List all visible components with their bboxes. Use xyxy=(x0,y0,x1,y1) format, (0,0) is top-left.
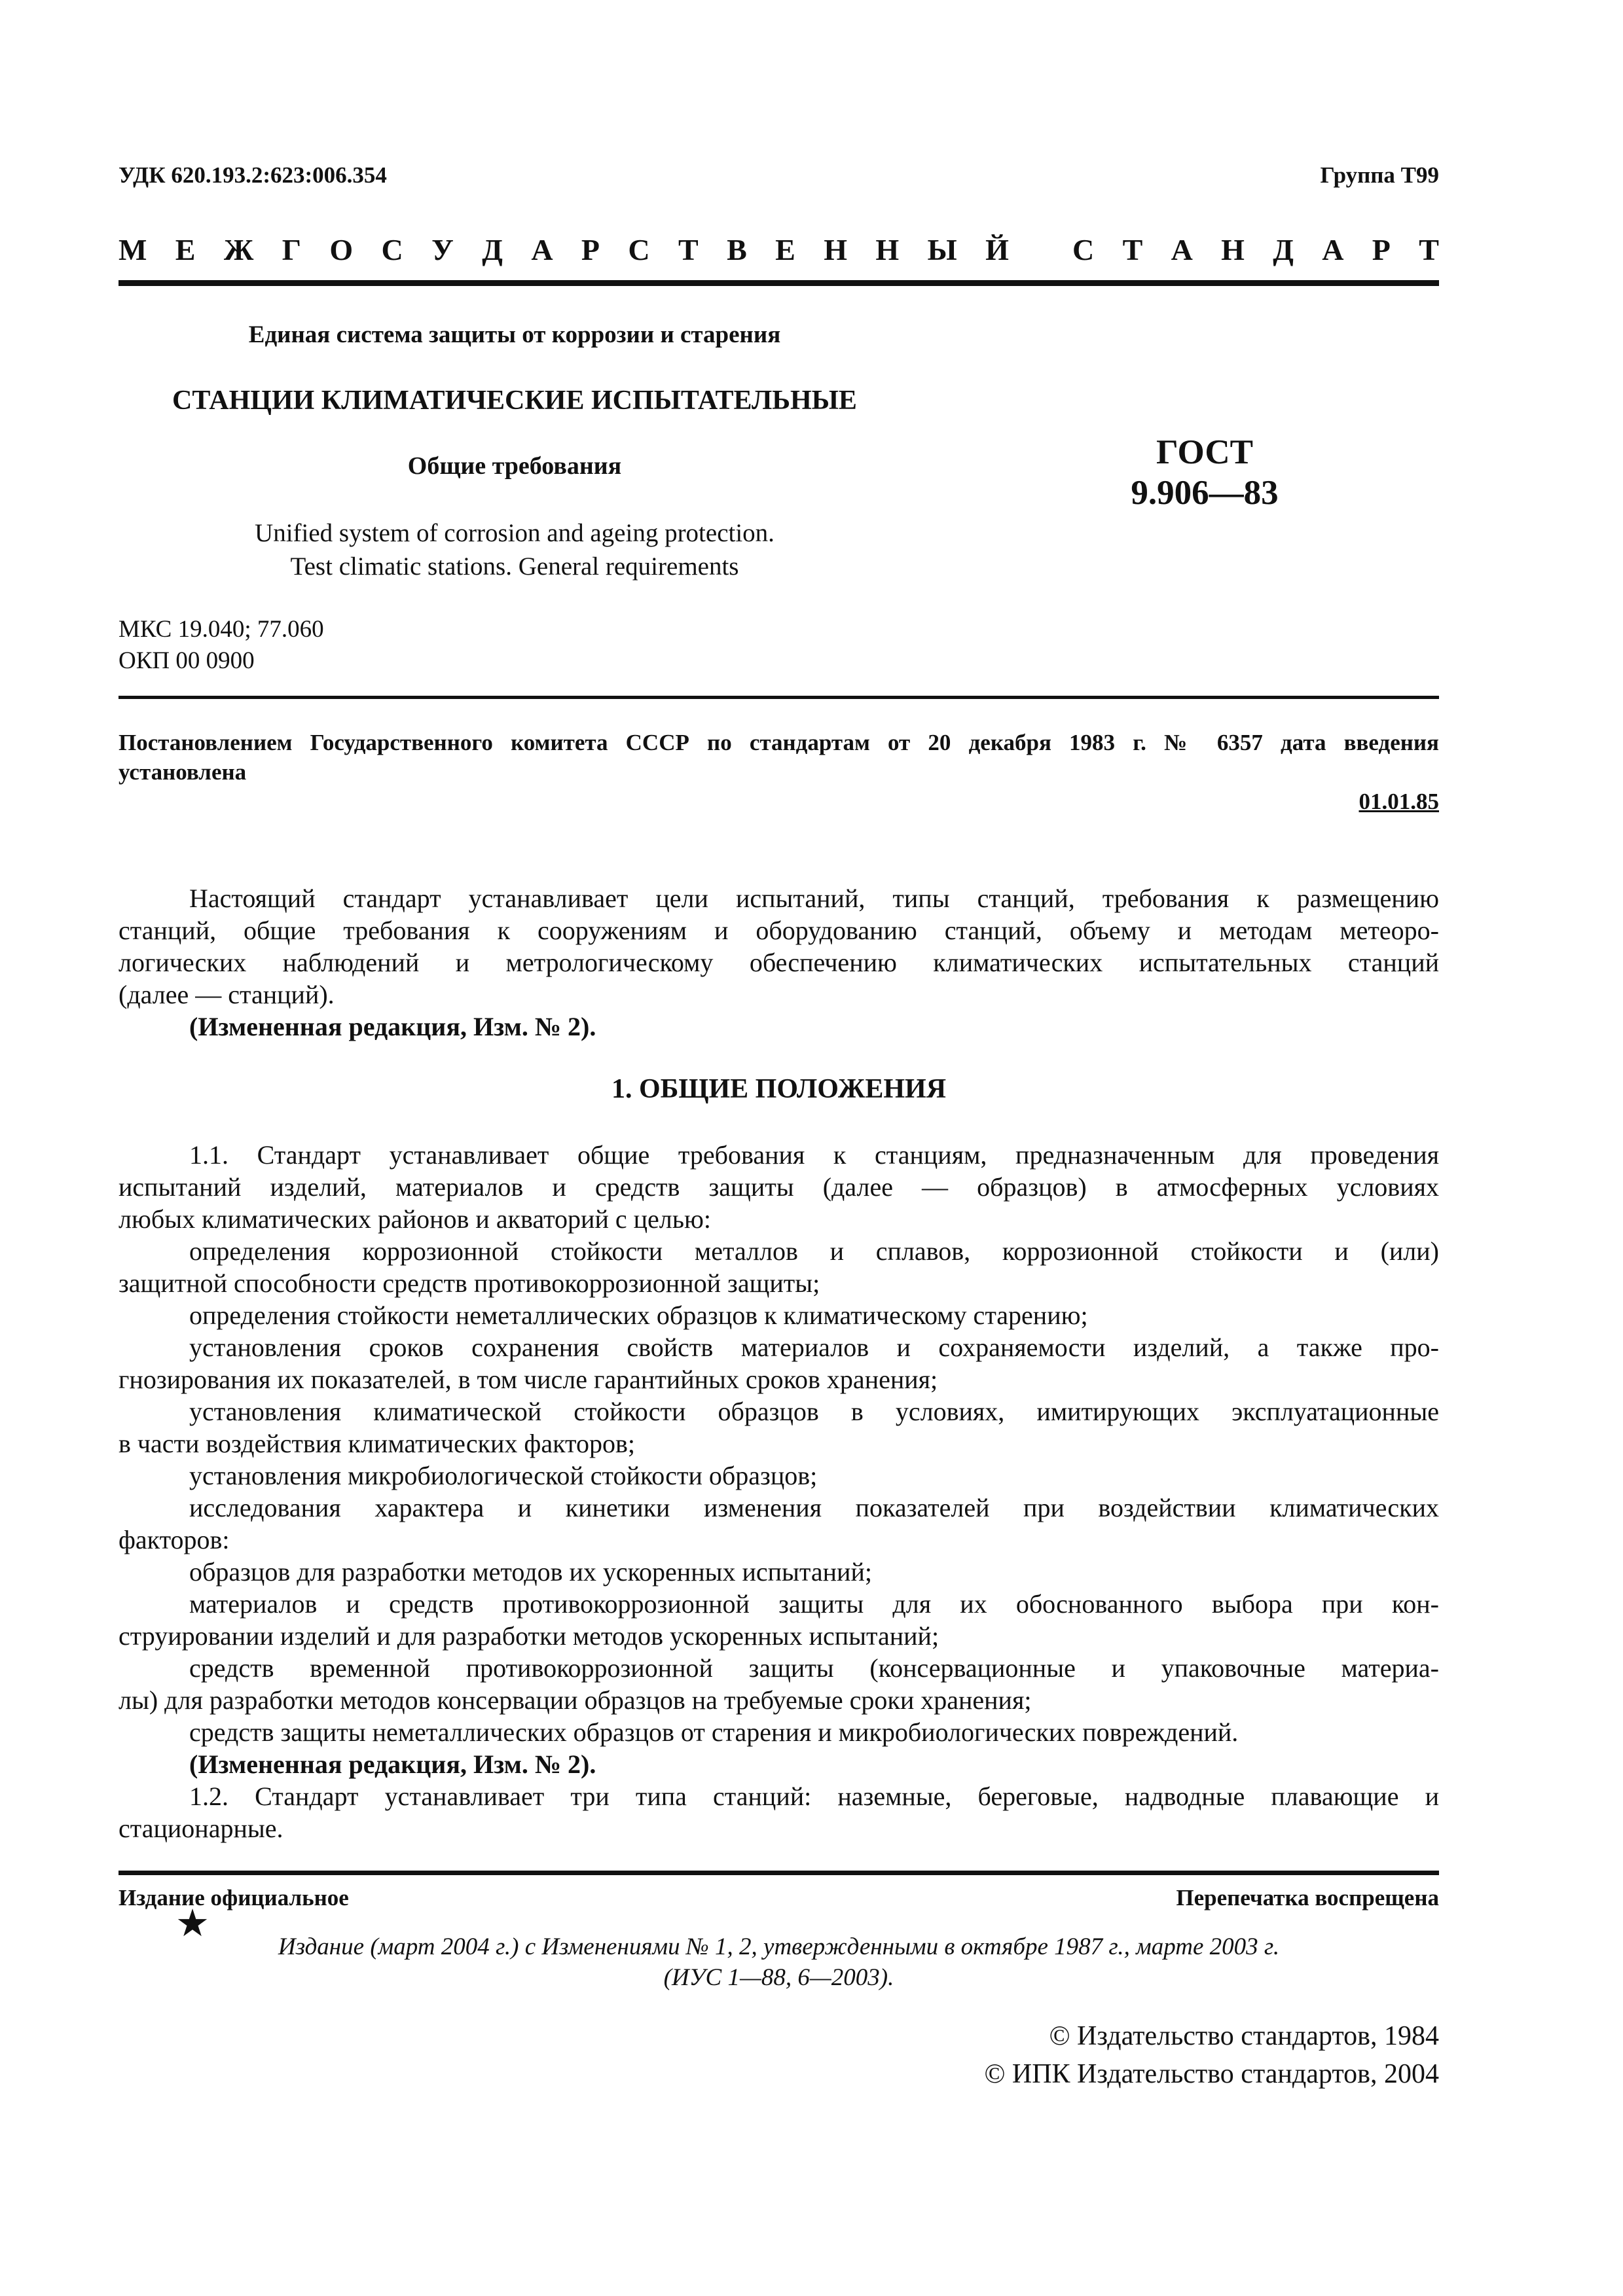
banner-letter: У xyxy=(431,233,454,266)
mks-code: МКС 19.040; 77.060 xyxy=(119,616,324,643)
intro-line: логических наблюдений и метрологическому обеспечению климатических испытательных станций xyxy=(119,948,1439,977)
banner-word-standard xyxy=(1072,232,1439,267)
section-line: струировании изделий и для разработки методов ускоренных испытаний; xyxy=(119,1621,939,1651)
section-line: 1.2. Стандарт устанавливает три типа станций: наземные, береговые, надводные плавающие и xyxy=(189,1782,1439,1811)
section-line: установления микробиологической стойкости образцов; xyxy=(189,1461,818,1490)
section-line: исследования характера и кинетики изменения показателей при воздействии климатических xyxy=(189,1493,1439,1522)
section-line: защитной способности средств противокоррозионной защиты; xyxy=(119,1268,820,1298)
banner-letter: А xyxy=(1322,233,1344,266)
intro-line: (далее — станций). xyxy=(119,980,335,1009)
copyright-1984: © Издательство стандартов, 1984 xyxy=(1049,2021,1439,2051)
banner-letter: Ы xyxy=(927,233,957,266)
section-line: определения стойкости неметаллических образцов к климатическому старению; xyxy=(189,1300,1088,1330)
banner-letter: Н xyxy=(875,233,900,266)
group-code: Группа Т99 xyxy=(1320,162,1439,188)
document-title: СТАНЦИИ КЛИМАТИЧЕСКИЕ ИСПЫТАТЕЛЬНЫЕ xyxy=(172,386,857,416)
section-heading: 1. ОБЩИЕ ПОЛОЖЕНИЯ xyxy=(611,1074,947,1104)
section-line: установления климатической стойкости образцов в условиях, имитирующих эксплуатационные xyxy=(189,1397,1439,1426)
banner-letter: Н xyxy=(1221,233,1245,266)
intro-line: Настоящий стандарт устанавливает цели испытаний, типы станций, требования к размещению xyxy=(189,884,1439,913)
section-line: испытаний изделий, материалов и средств защиты (далее — образцов) в атмосферных условиях xyxy=(119,1172,1439,1202)
banner-letter: Т xyxy=(1122,233,1143,266)
banner-letter: Ж xyxy=(223,233,254,266)
banner-letter: Е xyxy=(175,233,196,266)
banner-letter: Р xyxy=(581,233,600,266)
header-rule xyxy=(119,280,1439,286)
section-line: в части воздействия климатических факторов; xyxy=(119,1429,635,1458)
banner-letter: С xyxy=(381,233,403,266)
section-line: средств защиты неметаллических образцов от старения и микробиологических повреждений. xyxy=(189,1717,1239,1747)
banner-letter: Д xyxy=(482,233,503,266)
section-line: 1.1. Стандарт устанавливает общие требования к станциям, предназначенным для проведения xyxy=(189,1140,1439,1170)
intro-line: станций, общие требования к сооружениям и оборудованию станций, объему и методам метеоро- xyxy=(119,916,1439,945)
banner-letter: Г xyxy=(282,233,301,266)
gost-number: 9.906—83 xyxy=(1131,474,1279,512)
edition-note-line1: Издание (март 2004 г.) с Изменениями № 1, 2, утвержденными в октябре 1987 г., марте 2003 г. xyxy=(278,1933,1280,1960)
section-line: средств временной противокоррозионной защиты (консервационные и упаковочные материа- xyxy=(189,1653,1439,1683)
english-title-line2: Test climatic stations. General requirements xyxy=(290,552,739,581)
banner-letter: Е xyxy=(775,233,795,266)
intro-revision-note: (Измененная редакция, Изм. № 2). xyxy=(189,1012,596,1041)
section-line: материалов и средств противокоррозионной защиты для их обоснованного выбора при кон- xyxy=(189,1589,1439,1619)
title-block-rule xyxy=(119,696,1439,699)
banner-letter: Й xyxy=(985,233,1009,266)
banner-letter: О xyxy=(329,233,354,266)
decree-line2: установлена xyxy=(119,759,247,785)
english-title-line1: Unified system of corrosion and ageing protection. xyxy=(255,519,775,547)
reprint-prohibited: Перепечатка воспрещена xyxy=(1176,1885,1439,1910)
decree-line1: Постановлением Государственного комитета СССР по стандартам от 20 декабря 1983 г. № 6357 дата введения xyxy=(119,730,1439,755)
edition-note-line2: (ИУС 1—88, 6—2003). xyxy=(663,1964,894,1991)
banner-letter: М xyxy=(119,233,147,266)
banner-letter: А xyxy=(1171,233,1193,266)
banner-letter: Р xyxy=(1372,233,1391,266)
standard-banner xyxy=(119,232,1439,267)
section-line: факторов: xyxy=(119,1525,230,1554)
banner-letter: Т xyxy=(1419,233,1439,266)
footer-rule xyxy=(119,1871,1439,1875)
banner-letter: С xyxy=(628,233,650,266)
document-subtitle: Общие требования xyxy=(407,452,622,480)
section-line: определения коррозионной стойкости металлов и сплавов, коррозионной стойкости и (или) xyxy=(189,1236,1439,1266)
banner-letter: С xyxy=(1072,233,1095,266)
banner-letter: Д xyxy=(1273,233,1294,266)
section-line: установления сроков сохранения свойств материалов и сохраняемости изделий, а также про- xyxy=(189,1333,1439,1362)
banner-letter: А xyxy=(531,233,553,266)
banner-letter: Н xyxy=(824,233,847,266)
banner-letter: В xyxy=(727,233,747,266)
okp-code: ОКП 00 0900 xyxy=(119,647,255,674)
copyright-2004: © ИПК Издательство стандартов, 2004 xyxy=(984,2059,1439,2089)
section-line: образцов для разработки методов их ускоренных испытаний; xyxy=(189,1557,872,1587)
gost-label: ГОСТ xyxy=(1156,433,1253,471)
banner-letter: Т xyxy=(678,233,699,266)
star-icon: ★ xyxy=(175,1902,210,1945)
system-title: Единая система защиты от коррозии и старения xyxy=(248,321,781,348)
section-line: лы) для разработки методов консервации образцов на требуемые сроки хранения; xyxy=(119,1685,1032,1715)
gost-designation xyxy=(1021,432,1388,513)
udk-code: УДК 620.193.2:623:006.354 xyxy=(119,162,387,188)
section-line: гнозирования их показателей, в том числе гарантийных сроков хранения; xyxy=(119,1365,938,1394)
section-line: стационарные. xyxy=(119,1814,283,1843)
section-revision-note: (Измененная редакция, Изм. № 2). xyxy=(189,1749,596,1779)
official-edition: Издание официальное xyxy=(119,1885,349,1910)
banner-word-interstate xyxy=(119,232,1009,267)
effective-date: 01.01.85 xyxy=(1359,789,1439,814)
section-line: любых климатических районов и акваторий с целью: xyxy=(119,1204,711,1234)
